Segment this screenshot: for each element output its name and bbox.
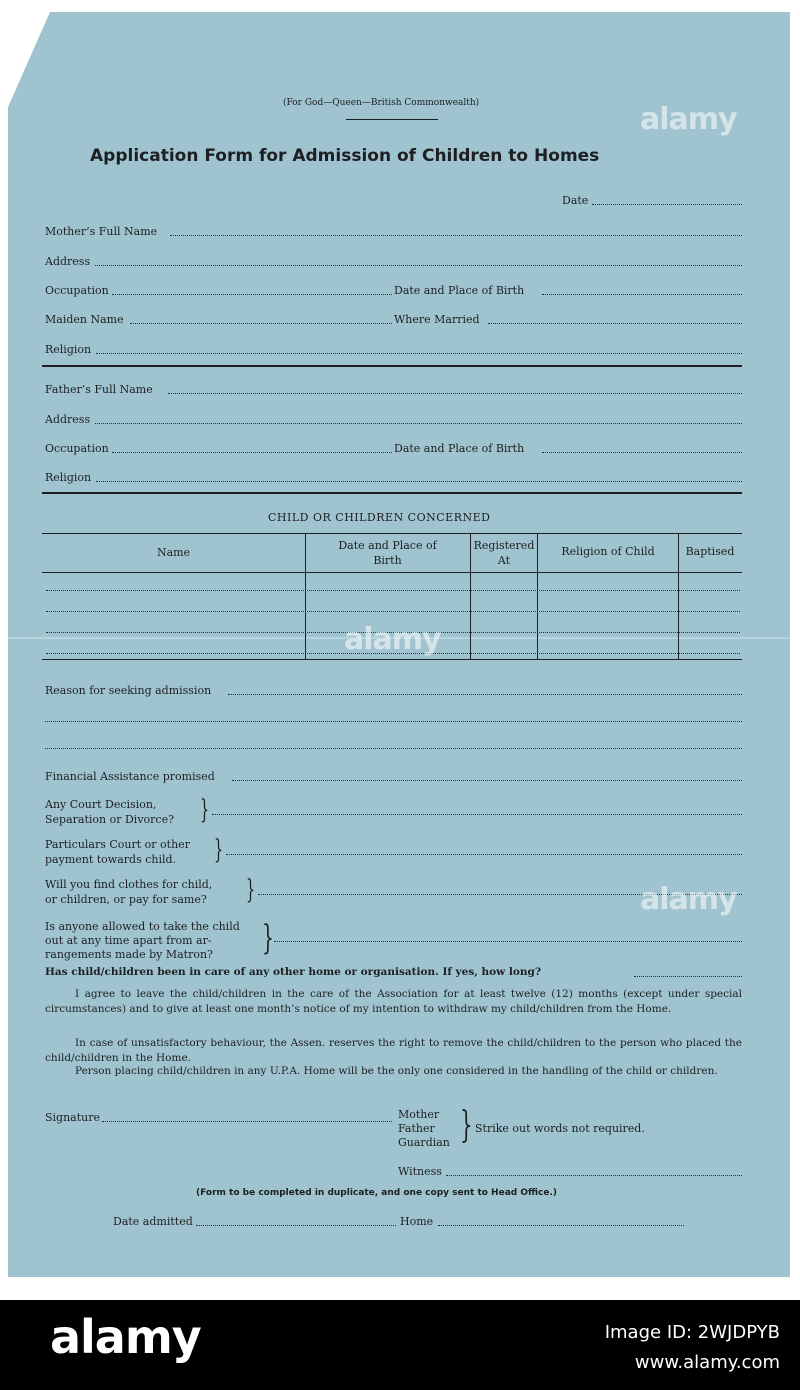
mother-dob-label: Date and Place of Birth [394,284,525,297]
site-url[interactable]: www.alamy.com [634,1352,780,1373]
role-guardian[interactable]: Guardian [398,1136,450,1149]
father-address-label: Address [45,413,91,426]
reason-line[interactable] [45,748,742,749]
brace: } [214,835,224,865]
strike-note: Strike out words not required. [475,1122,645,1135]
mother-dob-line[interactable] [542,294,742,295]
brace: } [246,875,256,905]
col-registered: Registered At [473,539,535,567]
col-baptised: Baptised [685,545,735,558]
col-dob: Date and Place of Birth [338,539,437,567]
table-row[interactable] [46,611,740,612]
date-admitted-line[interactable] [196,1225,396,1226]
children-heading: CHILD OR CHILDREN CONCERNED [268,511,491,524]
role-mother[interactable]: Mother [398,1108,440,1121]
clothes-label: or children, or pay for same? [45,893,207,906]
anyone-label: Is anyone allowed to take the child [45,920,240,933]
section-rule [42,492,742,494]
section-rule [42,365,742,367]
home-label: Home [400,1215,434,1228]
particulars-label: payment towards child. [45,853,177,866]
mother-religion-line[interactable] [96,353,742,354]
signature-line[interactable] [102,1121,392,1122]
clothes-label: Will you find clothes for child, [45,878,213,891]
page-title: Application Form for Admission of Children to Homes [90,146,600,166]
mother-married-line[interactable] [488,323,742,324]
other-home-label: Has child/children been in care of any other home or organisation. If yes, how long? [45,966,542,978]
agreement-paragraph: I agree to leave the child/children in the care of the Association for at least twelve (12) months (except under special circumstances) and to give at least one month’s notice of my intention to withdraw my child/children from the Home. [45,988,742,1015]
father-occupation-label: Occupation [45,442,109,455]
witness-label: Witness [398,1165,442,1178]
reason-label: Reason for seeking admission [45,684,212,697]
brace: } [262,918,274,958]
other-home-line[interactable] [634,976,742,977]
watermark: alamy [344,622,441,657]
role-father[interactable]: Father [398,1122,435,1135]
home-line[interactable] [438,1225,684,1226]
father-dob-line[interactable] [542,452,742,453]
agreement-paragraph: In case of unsatisfactory behaviour, the Assen. reserves the right to remove the child/children to the person who placed the child/children in the Home. [45,1037,742,1064]
watermark: alamy [640,102,737,137]
mother-occupation-label: Occupation [45,284,109,297]
mother-address-label: Address [45,255,91,268]
date-line[interactable] [592,204,742,205]
motto: (For God—Queen—British Commonwealth) [283,98,480,108]
duplicate-note: (Form to be completed in duplicate, and one copy sent to Head Office.) [196,1188,558,1198]
footer-id [605,1318,780,1378]
father-religion-line[interactable] [96,481,742,482]
table-bottom-rule [42,659,742,660]
father-dob-label: Date and Place of Birth [394,442,525,455]
image-id: Image ID: 2WJDPYB [604,1322,780,1343]
reason-line[interactable] [45,721,742,722]
brace: } [200,795,210,825]
mother-religion-label: Religion [45,343,92,356]
witness-line[interactable] [446,1175,742,1176]
table-top-rule [42,533,742,534]
col-name: Name [156,546,191,559]
father-occupation-line[interactable] [112,452,392,453]
mother-name-line[interactable] [170,235,742,236]
agreement-paragraph: Person placing child/children in any U.P.A. Home will be the only one considered in the handling of the child or children. [75,1065,718,1077]
financial-line[interactable] [232,780,742,781]
mother-occupation-line[interactable] [112,294,392,295]
table-header-rule [42,572,742,573]
financial-label: Financial Assistance promised [45,770,215,783]
watermark: alamy [640,882,737,917]
table-divider [470,533,471,659]
father-address-line[interactable] [95,423,742,424]
motto-rule [346,119,438,120]
court-label: Separation or Divorce? [45,813,174,826]
signature-label: Signature [45,1111,101,1124]
particulars-line[interactable] [226,854,742,855]
father-name-label: Father’s Full Name [45,383,153,396]
table-row[interactable] [46,590,740,591]
mother-address-line[interactable] [95,265,742,266]
mother-name-label: Mother’s Full Name [45,225,158,238]
brace: } [460,1105,473,1146]
anyone-line[interactable] [274,941,742,942]
court-line[interactable] [212,814,742,815]
anyone-label: out at any time apart from ar- [45,934,212,947]
reason-line[interactable] [228,694,742,695]
court-label: Any Court Decision, [45,798,157,811]
date-admitted-label: Date admitted [113,1215,193,1228]
table-divider [305,533,306,659]
col-religion: Religion of Child [561,545,655,558]
mother-married-label: Where Married [394,313,480,326]
date-label: Date [562,194,589,207]
anyone-label: rangements made by Matron? [45,948,213,961]
particulars-label: Particulars Court or other [45,838,190,851]
father-religion-label: Religion [45,471,92,484]
mother-maiden-label: Maiden Name [45,313,124,326]
father-name-line[interactable] [168,393,742,394]
mother-maiden-line[interactable] [130,323,392,324]
footer-logo: alamy [50,1310,201,1364]
